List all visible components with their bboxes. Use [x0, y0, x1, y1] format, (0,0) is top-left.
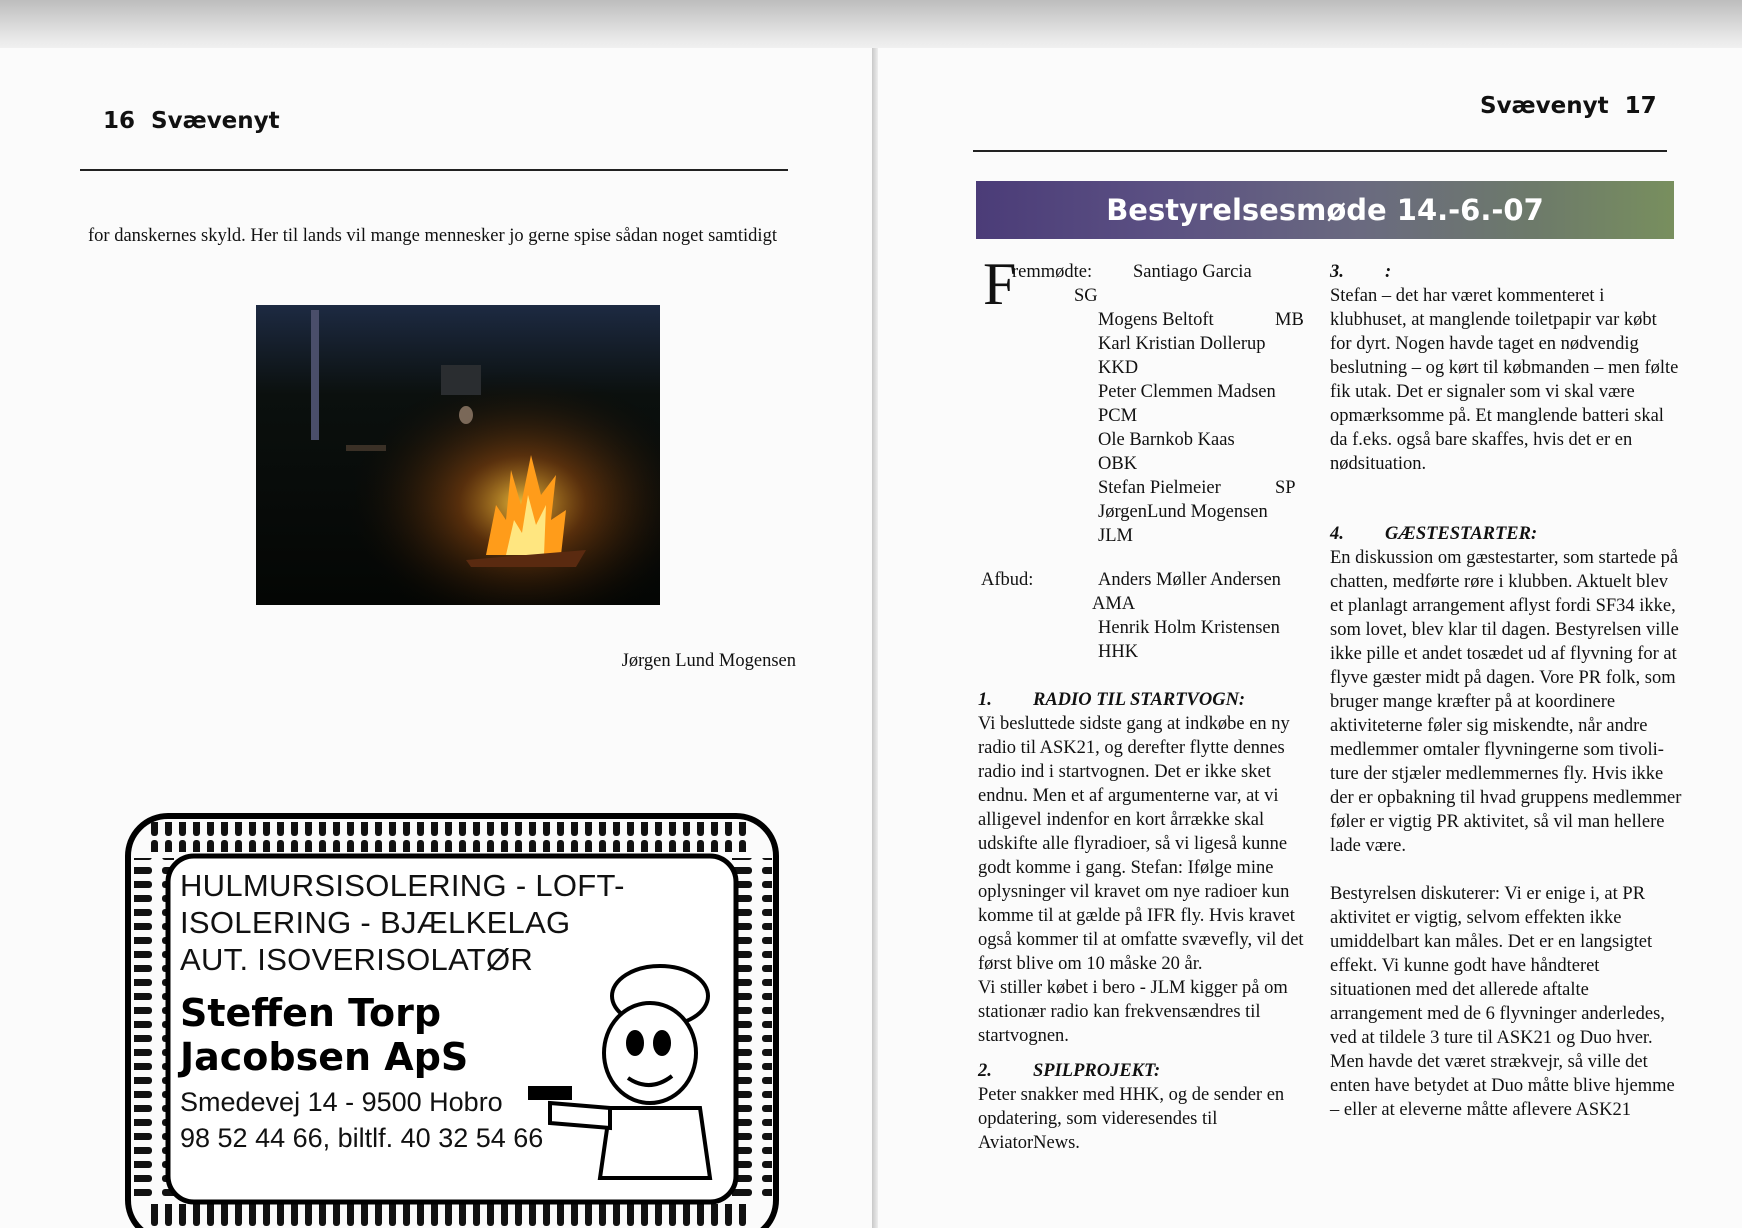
section-title: GÆSTESTARTER:	[1385, 524, 1538, 544]
ad-company-2: Jacobsen ApS	[180, 1035, 469, 1079]
section-text: En diskussion om gæstestarter, som startede på chatten, medførte røre i klubben. Aktuelt blev et planlagt arrangement aflyst fordi SF34 ikke, som lovet, blev klar til dagen. Bestyrelsen ville ikke pille et andet tosædet ud af flyvning for at flyve gæster midt på dagen. Vore PR folk, som bruger mange kræfter på at koordinere aktiviteterne føler sig miskendte, når andre medlemmer omtaler flyvningerne som tivoli-ture der stjæler medlemmernes fly. Hvis ikke der er opbakning til hvad gruppens medlemmer føler er vigtig PR aktivitet, så vil man hellere lade være.	[1330, 548, 1682, 856]
drop-cap: F	[983, 251, 1017, 317]
header-rule	[973, 150, 1667, 152]
absent-name: Henrik Holm Kristensen	[1098, 618, 1280, 638]
section-4	[1330, 522, 1682, 1122]
advertisement	[120, 808, 785, 1228]
section-number: 2.	[978, 1061, 992, 1081]
section-title: :	[1385, 262, 1392, 282]
section-1	[978, 688, 1313, 1048]
attendee-name: Peter Clemmen Madsen	[1098, 382, 1276, 402]
journal-name: Svævenyt	[151, 108, 280, 134]
attendee-initials: SP	[1275, 478, 1296, 498]
section-text: Bestyrelsen diskuterer: Vi er enige i, at PR aktivitet er vigtig, selvom effekten ikke umiddelbart kan måles. Det er en langsigtet effekt. Vi kunne godt have håndteret situationen med det allerede aftalte arrangement med de 6 flyvninger anderledes, ved at tildele 3 ture til ASK21 og Duo hver. Men havde det været strækvejr, så ville det enten have betydet at Duo måtte blive hjemme – eller at eleverne måtte aflevere ASK21	[1330, 884, 1675, 1120]
section-number: 4.	[1330, 524, 1344, 544]
right-page	[878, 48, 1742, 1228]
ad-line-3: AUT. ISOVERISOLATØR	[180, 942, 534, 977]
intro-text: for danskernes skyld. Her til lands vil mange mennesker jo gerne spise sådan noget samtidigt	[88, 226, 777, 246]
section-title: RADIO TIL STARTVOGN:	[1033, 690, 1246, 710]
section-number: 1.	[978, 690, 992, 710]
left-page	[0, 48, 872, 1228]
article-banner: Bestyrelsesmøde 14.-6.-07	[976, 181, 1674, 239]
attendee-name: Mogens Beltoft	[1098, 310, 1214, 330]
attendee-initials: SG	[1074, 286, 1098, 306]
scan-edge	[0, 0, 1742, 52]
attendee-initials: KKD	[1098, 358, 1139, 378]
attendees-label: remmødte:	[1012, 262, 1093, 282]
ad-address: Smedevej 14 - 9500 Hobro	[180, 1087, 503, 1117]
section-text: Peter snakker med HHK, og de sender en opdatering, som videresendes til AviatorNews.	[978, 1085, 1285, 1153]
running-header-left	[103, 108, 280, 134]
ad-company-1: Steffen Torp	[180, 991, 442, 1035]
attendee-name: JørgenLund Mogensen	[1098, 502, 1268, 522]
attendee-initials: MB	[1275, 310, 1304, 330]
journal-name: Svævenyt	[1480, 93, 1609, 119]
absent-initials: AMA	[1092, 594, 1136, 614]
absent-label: Afbud:	[981, 570, 1034, 590]
section-text: Stefan – det har været kommenteret i klubhuset, at manglende toiletpapir var købt for dyrt. Nogen havde taget en nødvendig beslutning – og kørt til købmanden – men følte fik utak. Det er signaler som vi skal være opmærksomme på. Et manglende batteri skal da f.eks. også bare skaffes, hvis det er en nødsituation.	[1330, 286, 1679, 474]
attendee-name: Karl Kristian Dollerup	[1098, 334, 1266, 354]
section-text: Vi stiller købet i bero - JLM kigger på om stationær radio kan frekvensændres til startvognen.	[978, 978, 1288, 1046]
section-2	[978, 1059, 1313, 1155]
signature: Jørgen Lund Mogensen	[621, 651, 796, 671]
absent-name: Anders Møller Andersen	[1098, 570, 1281, 590]
campfire-photo	[256, 305, 660, 605]
section-number: 3.	[1330, 262, 1344, 282]
attendee-name: Stefan Pielmeier	[1098, 478, 1221, 498]
ad-line-1: HULMURSISOLERING - LOFT-	[180, 868, 625, 903]
section-title: SPILPROJEKT:	[1033, 1061, 1161, 1081]
attendee-initials: PCM	[1098, 406, 1138, 426]
attendee-initials: JLM	[1098, 526, 1133, 546]
header-rule	[80, 169, 788, 171]
section-3	[1330, 260, 1682, 476]
ad-phone: 98 52 44 66, biltlf. 40 32 54 66	[180, 1123, 544, 1153]
ad-line-2: ISOLERING - BJÆLKELAG	[180, 905, 571, 940]
section-text: Vi besluttede sidste gang at indkøbe en ny radio til ASK21, og derefter flytte dennes radio ind i startvognen. Det er ikke sket endnu. Men et af argumenterne var, at vi alligevel indenfor en kort årrække skal udskifte alle flyradioer, så vi ligeså kunne godt komme i gang. Stefan: Ifølge mine oplysninger vil kravet om nye radioer kun komme til at gælde på IFR fly. Hvis kravet også kommer til at omfatte svævefly, vil det først blive om 10 måske 20 år.	[978, 714, 1304, 974]
page-number: 17	[1624, 93, 1657, 119]
page-number: 16	[103, 108, 136, 134]
attendee-initials: OBK	[1098, 454, 1138, 474]
attendee-name: Ole Barnkob Kaas	[1098, 430, 1235, 450]
running-header-right	[1480, 93, 1657, 119]
attendee-name: Santiago Garcia	[1133, 262, 1252, 282]
absent-initials: HHK	[1098, 642, 1139, 662]
